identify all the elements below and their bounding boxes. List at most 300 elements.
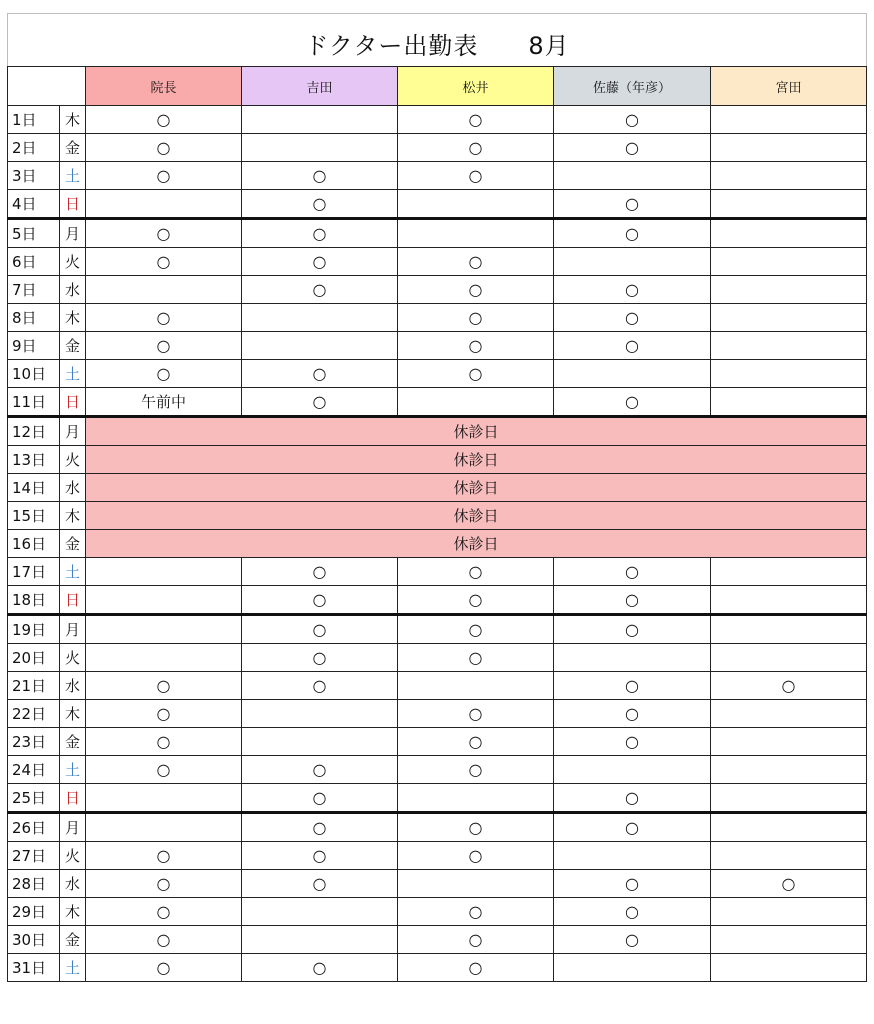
date-cell: 27日 xyxy=(8,842,60,870)
attendance-mark: ○ xyxy=(312,224,327,243)
shift-cell xyxy=(554,106,711,134)
attendance-mark: ○ xyxy=(468,364,483,383)
shift-cell xyxy=(398,870,554,898)
attendance-mark: ○ xyxy=(156,846,171,865)
day-row xyxy=(8,417,867,446)
shift-cell xyxy=(554,898,711,926)
shift-cell xyxy=(711,784,867,813)
shift-cell xyxy=(86,870,242,898)
weekday-cell: 木 xyxy=(60,898,86,926)
header-row xyxy=(8,67,867,106)
date-cell: 18日 xyxy=(8,586,60,615)
shift-cell xyxy=(86,134,242,162)
shift-cell xyxy=(242,926,398,954)
shift-cell xyxy=(554,248,711,276)
shift-cell xyxy=(86,106,242,134)
shift-cell xyxy=(711,586,867,615)
day-row xyxy=(8,388,867,417)
weekday-cell: 木 xyxy=(60,700,86,728)
day-row xyxy=(8,954,867,982)
date-cell: 23日 xyxy=(8,728,60,756)
attendance-mark: ○ xyxy=(312,648,327,667)
weekday-cell: 水 xyxy=(60,870,86,898)
day-row xyxy=(8,446,867,474)
shift-cell xyxy=(86,586,242,615)
weekday-cell: 日 xyxy=(60,388,86,417)
weekday-cell: 金 xyxy=(60,332,86,360)
shift-cell xyxy=(86,644,242,672)
weekday-cell: 火 xyxy=(60,644,86,672)
attendance-mark: ○ xyxy=(312,166,327,185)
shift-cell xyxy=(554,784,711,813)
attendance-mark: ○ xyxy=(156,874,171,893)
date-cell: 8日 xyxy=(8,304,60,332)
date-cell: 28日 xyxy=(8,870,60,898)
day-row xyxy=(8,360,867,388)
attendance-mark: ○ xyxy=(156,676,171,695)
weekday-cell: 土 xyxy=(60,558,86,586)
attendance-mark: ○ xyxy=(625,902,639,921)
shift-cell xyxy=(554,615,711,644)
shift-cell xyxy=(554,134,711,162)
attendance-mark: ○ xyxy=(468,308,483,327)
shift-cell xyxy=(86,219,242,248)
shift-cell xyxy=(711,332,867,360)
shift-cell xyxy=(242,615,398,644)
shift-cell xyxy=(86,388,242,417)
shift-cell xyxy=(711,728,867,756)
attendance-mark: ○ xyxy=(468,620,483,639)
shift-cell xyxy=(242,756,398,784)
day-row xyxy=(8,106,867,134)
day-row xyxy=(8,134,867,162)
shift-cell xyxy=(242,276,398,304)
attendance-mark: ○ xyxy=(781,676,796,695)
shift-cell xyxy=(242,870,398,898)
shift-cell xyxy=(242,162,398,190)
weekday-cell: 金 xyxy=(60,530,86,558)
attendance-mark: ○ xyxy=(468,138,483,157)
shift-cell xyxy=(711,756,867,784)
date-cell: 29日 xyxy=(8,898,60,926)
day-row xyxy=(8,162,867,190)
day-row xyxy=(8,842,867,870)
date-cell: 22日 xyxy=(8,700,60,728)
attendance-mark: ○ xyxy=(468,760,483,779)
shift-cell xyxy=(398,332,554,360)
schedule-table xyxy=(7,66,867,982)
shift-cell xyxy=(86,954,242,982)
shift-cell xyxy=(86,332,242,360)
attendance-mark: ○ xyxy=(312,958,327,977)
shift-cell xyxy=(86,784,242,813)
shift-cell xyxy=(554,672,711,700)
attendance-mark: ○ xyxy=(625,620,639,639)
day-row xyxy=(8,784,867,813)
weekday-cell: 木 xyxy=(60,106,86,134)
day-row xyxy=(8,190,867,219)
shift-cell xyxy=(398,842,554,870)
attendance-mark: ○ xyxy=(468,704,483,723)
shift-cell xyxy=(242,784,398,813)
closed-day-cell: 休診日 xyxy=(86,446,867,474)
day-row xyxy=(8,530,867,558)
doctor-header-cell: 宮田 xyxy=(711,67,867,106)
date-cell: 5日 xyxy=(8,219,60,248)
shift-cell xyxy=(242,106,398,134)
date-cell: 7日 xyxy=(8,276,60,304)
shift-cell xyxy=(86,842,242,870)
shift-cell xyxy=(398,388,554,417)
shift-cell xyxy=(711,190,867,219)
weekday-cell: 土 xyxy=(60,756,86,784)
shift-cell xyxy=(242,388,398,417)
attendance-mark: ○ xyxy=(312,194,327,213)
shift-cell xyxy=(711,954,867,982)
shift-cell xyxy=(398,672,554,700)
date-cell: 6日 xyxy=(8,248,60,276)
attendance-mark: ○ xyxy=(468,590,483,609)
closed-day-cell: 休診日 xyxy=(86,474,867,502)
attendance-mark: ○ xyxy=(156,930,171,949)
attendance-mark: ○ xyxy=(156,166,171,185)
day-row xyxy=(8,644,867,672)
shift-cell xyxy=(242,586,398,615)
attendance-mark: ○ xyxy=(156,902,171,921)
page-title: ドクター出勤表 8月 xyxy=(304,32,570,60)
shift-cell xyxy=(398,162,554,190)
shift-cell xyxy=(398,756,554,784)
shift-cell xyxy=(86,248,242,276)
attendance-mark: ○ xyxy=(468,732,483,751)
attendance-mark: ○ xyxy=(468,166,483,185)
shift-cell xyxy=(554,954,711,982)
day-row xyxy=(8,586,867,615)
shift-cell xyxy=(398,728,554,756)
weekday-cell: 日 xyxy=(60,784,86,813)
shift-cell xyxy=(554,700,711,728)
attendance-mark: ○ xyxy=(156,732,171,751)
shift-cell xyxy=(711,672,867,700)
attendance-mark: ○ xyxy=(312,760,327,779)
weekday-cell: 金 xyxy=(60,134,86,162)
day-row xyxy=(8,474,867,502)
date-cell: 20日 xyxy=(8,644,60,672)
shift-cell xyxy=(554,870,711,898)
attendance-mark: ○ xyxy=(312,788,327,807)
shift-cell xyxy=(86,700,242,728)
shift-cell xyxy=(86,558,242,586)
attendance-mark: ○ xyxy=(625,818,639,837)
weekday-cell: 土 xyxy=(60,162,86,190)
date-cell: 13日 xyxy=(8,446,60,474)
header-corner-cell xyxy=(8,67,86,106)
shift-cell xyxy=(242,728,398,756)
shift-cell xyxy=(242,134,398,162)
shift-note: 午前中 xyxy=(140,393,186,411)
shift-cell xyxy=(242,360,398,388)
attendance-mark: ○ xyxy=(625,138,639,157)
shift-cell xyxy=(554,813,711,842)
shift-cell xyxy=(242,644,398,672)
closed-day-cell: 休診日 xyxy=(86,502,867,530)
title-bar xyxy=(7,13,867,66)
attendance-mark: ○ xyxy=(312,364,327,383)
shift-cell xyxy=(86,276,242,304)
day-row xyxy=(8,898,867,926)
shift-cell xyxy=(711,219,867,248)
shift-cell xyxy=(554,842,711,870)
shift-cell xyxy=(711,813,867,842)
shift-cell xyxy=(711,644,867,672)
attendance-mark: ○ xyxy=(312,846,327,865)
shift-cell xyxy=(711,615,867,644)
date-cell: 19日 xyxy=(8,615,60,644)
shift-cell xyxy=(86,360,242,388)
shift-cell xyxy=(398,586,554,615)
shift-cell xyxy=(86,304,242,332)
attendance-mark: ○ xyxy=(156,958,171,977)
closed-day-cell: 休診日 xyxy=(86,530,867,558)
day-row xyxy=(8,672,867,700)
shift-cell xyxy=(398,248,554,276)
date-cell: 17日 xyxy=(8,558,60,586)
shift-cell xyxy=(86,162,242,190)
shift-cell xyxy=(86,756,242,784)
attendance-mark: ○ xyxy=(312,676,327,695)
shift-cell xyxy=(711,926,867,954)
shift-cell xyxy=(554,586,711,615)
weekday-cell: 水 xyxy=(60,672,86,700)
shift-cell xyxy=(398,304,554,332)
shift-cell xyxy=(398,276,554,304)
shift-cell xyxy=(86,813,242,842)
attendance-mark: ○ xyxy=(312,818,327,837)
shift-cell xyxy=(398,813,554,842)
attendance-mark: ○ xyxy=(468,930,483,949)
attendance-mark: ○ xyxy=(312,252,327,271)
attendance-mark: ○ xyxy=(156,704,171,723)
date-cell: 24日 xyxy=(8,756,60,784)
attendance-mark: ○ xyxy=(156,110,171,129)
shift-cell xyxy=(554,360,711,388)
attendance-mark: ○ xyxy=(156,224,171,243)
date-cell: 15日 xyxy=(8,502,60,530)
date-cell: 3日 xyxy=(8,162,60,190)
weekday-cell: 土 xyxy=(60,954,86,982)
weekday-cell: 月 xyxy=(60,813,86,842)
shift-cell xyxy=(711,276,867,304)
doctor-header-cell: 松井 xyxy=(398,67,554,106)
weekday-cell: 火 xyxy=(60,842,86,870)
shift-cell xyxy=(711,558,867,586)
day-row xyxy=(8,870,867,898)
attendance-mark: ○ xyxy=(468,648,483,667)
attendance-mark: ○ xyxy=(156,252,171,271)
shift-cell xyxy=(86,615,242,644)
attendance-mark: ○ xyxy=(468,818,483,837)
weekday-cell: 水 xyxy=(60,474,86,502)
attendance-mark: ○ xyxy=(312,590,327,609)
attendance-mark: ○ xyxy=(625,392,639,411)
day-row xyxy=(8,304,867,332)
shift-cell xyxy=(398,219,554,248)
weekday-cell: 月 xyxy=(60,615,86,644)
day-row xyxy=(8,615,867,644)
weekday-cell: 木 xyxy=(60,304,86,332)
shift-cell xyxy=(242,954,398,982)
attendance-mark: ○ xyxy=(468,958,483,977)
shift-cell xyxy=(242,190,398,219)
shift-cell xyxy=(711,360,867,388)
attendance-mark: ○ xyxy=(468,336,483,355)
attendance-mark: ○ xyxy=(625,704,639,723)
date-cell: 31日 xyxy=(8,954,60,982)
attendance-mark: ○ xyxy=(625,280,639,299)
attendance-mark: ○ xyxy=(625,224,639,243)
weekday-cell: 火 xyxy=(60,446,86,474)
shift-cell xyxy=(711,248,867,276)
day-row xyxy=(8,219,867,248)
attendance-mark: ○ xyxy=(625,874,639,893)
date-cell: 16日 xyxy=(8,530,60,558)
day-row xyxy=(8,813,867,842)
shift-cell xyxy=(86,898,242,926)
shift-cell xyxy=(711,162,867,190)
date-cell: 30日 xyxy=(8,926,60,954)
attendance-mark: ○ xyxy=(468,110,483,129)
shift-cell xyxy=(711,898,867,926)
attendance-mark: ○ xyxy=(625,194,639,213)
shift-cell xyxy=(711,106,867,134)
attendance-mark: ○ xyxy=(156,760,171,779)
attendance-mark: ○ xyxy=(156,336,171,355)
shift-cell xyxy=(554,644,711,672)
day-row xyxy=(8,558,867,586)
shift-cell xyxy=(398,190,554,219)
day-row xyxy=(8,276,867,304)
weekday-cell: 土 xyxy=(60,360,86,388)
weekday-cell: 金 xyxy=(60,926,86,954)
shift-cell xyxy=(554,190,711,219)
date-cell: 9日 xyxy=(8,332,60,360)
attendance-mark: ○ xyxy=(625,930,639,949)
weekday-cell: 金 xyxy=(60,728,86,756)
date-cell: 12日 xyxy=(8,417,60,446)
shift-cell xyxy=(398,954,554,982)
day-row xyxy=(8,756,867,784)
attendance-mark: ○ xyxy=(312,620,327,639)
doctor-header-cell: 院長 xyxy=(86,67,242,106)
shift-cell xyxy=(554,219,711,248)
attendance-mark: ○ xyxy=(156,308,171,327)
shift-cell xyxy=(242,558,398,586)
shift-cell xyxy=(242,700,398,728)
shift-cell xyxy=(398,558,554,586)
shift-cell xyxy=(86,728,242,756)
weekday-cell: 木 xyxy=(60,502,86,530)
day-row xyxy=(8,248,867,276)
shift-cell xyxy=(242,304,398,332)
attendance-mark: ○ xyxy=(625,562,639,581)
doctor-header-cell: 佐藤（年彦） xyxy=(554,67,711,106)
shift-cell xyxy=(398,926,554,954)
closed-day-cell: 休診日 xyxy=(86,417,867,446)
shift-cell xyxy=(711,388,867,417)
shift-cell xyxy=(398,615,554,644)
attendance-mark: ○ xyxy=(625,110,639,129)
shift-cell xyxy=(554,304,711,332)
shift-cell xyxy=(398,700,554,728)
day-row xyxy=(8,728,867,756)
attendance-mark: ○ xyxy=(468,846,483,865)
attendance-mark: ○ xyxy=(468,252,483,271)
day-row xyxy=(8,926,867,954)
day-row xyxy=(8,700,867,728)
shift-cell xyxy=(398,360,554,388)
attendance-mark: ○ xyxy=(625,676,639,695)
shift-cell xyxy=(86,926,242,954)
attendance-mark: ○ xyxy=(468,280,483,299)
schedule-sheet xyxy=(7,13,867,1019)
date-cell: 1日 xyxy=(8,106,60,134)
shift-cell xyxy=(398,644,554,672)
attendance-mark: ○ xyxy=(625,732,639,751)
shift-cell xyxy=(398,134,554,162)
shift-cell xyxy=(711,304,867,332)
shift-cell xyxy=(398,784,554,813)
shift-cell xyxy=(554,558,711,586)
shift-cell xyxy=(554,926,711,954)
shift-cell xyxy=(711,870,867,898)
shift-cell xyxy=(86,672,242,700)
shift-cell xyxy=(242,332,398,360)
shift-cell xyxy=(711,134,867,162)
shift-cell xyxy=(242,248,398,276)
date-cell: 11日 xyxy=(8,388,60,417)
attendance-mark: ○ xyxy=(312,392,327,411)
attendance-mark: ○ xyxy=(468,902,483,921)
shift-cell xyxy=(86,190,242,219)
shift-cell xyxy=(554,756,711,784)
attendance-mark: ○ xyxy=(312,280,327,299)
attendance-mark: ○ xyxy=(156,364,171,383)
shift-cell xyxy=(554,332,711,360)
weekday-cell: 日 xyxy=(60,586,86,615)
shift-cell xyxy=(554,728,711,756)
attendance-mark: ○ xyxy=(312,874,327,893)
day-row xyxy=(8,332,867,360)
attendance-mark: ○ xyxy=(468,562,483,581)
attendance-mark: ○ xyxy=(781,874,796,893)
shift-cell xyxy=(242,842,398,870)
attendance-mark: ○ xyxy=(625,336,639,355)
date-cell: 4日 xyxy=(8,190,60,219)
weekday-cell: 水 xyxy=(60,276,86,304)
shift-cell xyxy=(398,898,554,926)
attendance-mark: ○ xyxy=(625,590,639,609)
shift-cell xyxy=(711,842,867,870)
doctor-header-cell: 吉田 xyxy=(242,67,398,106)
shift-cell xyxy=(554,276,711,304)
shift-cell xyxy=(711,700,867,728)
weekday-cell: 月 xyxy=(60,417,86,446)
date-cell: 2日 xyxy=(8,134,60,162)
weekday-cell: 火 xyxy=(60,248,86,276)
date-cell: 14日 xyxy=(8,474,60,502)
shift-cell xyxy=(554,162,711,190)
date-cell: 25日 xyxy=(8,784,60,813)
